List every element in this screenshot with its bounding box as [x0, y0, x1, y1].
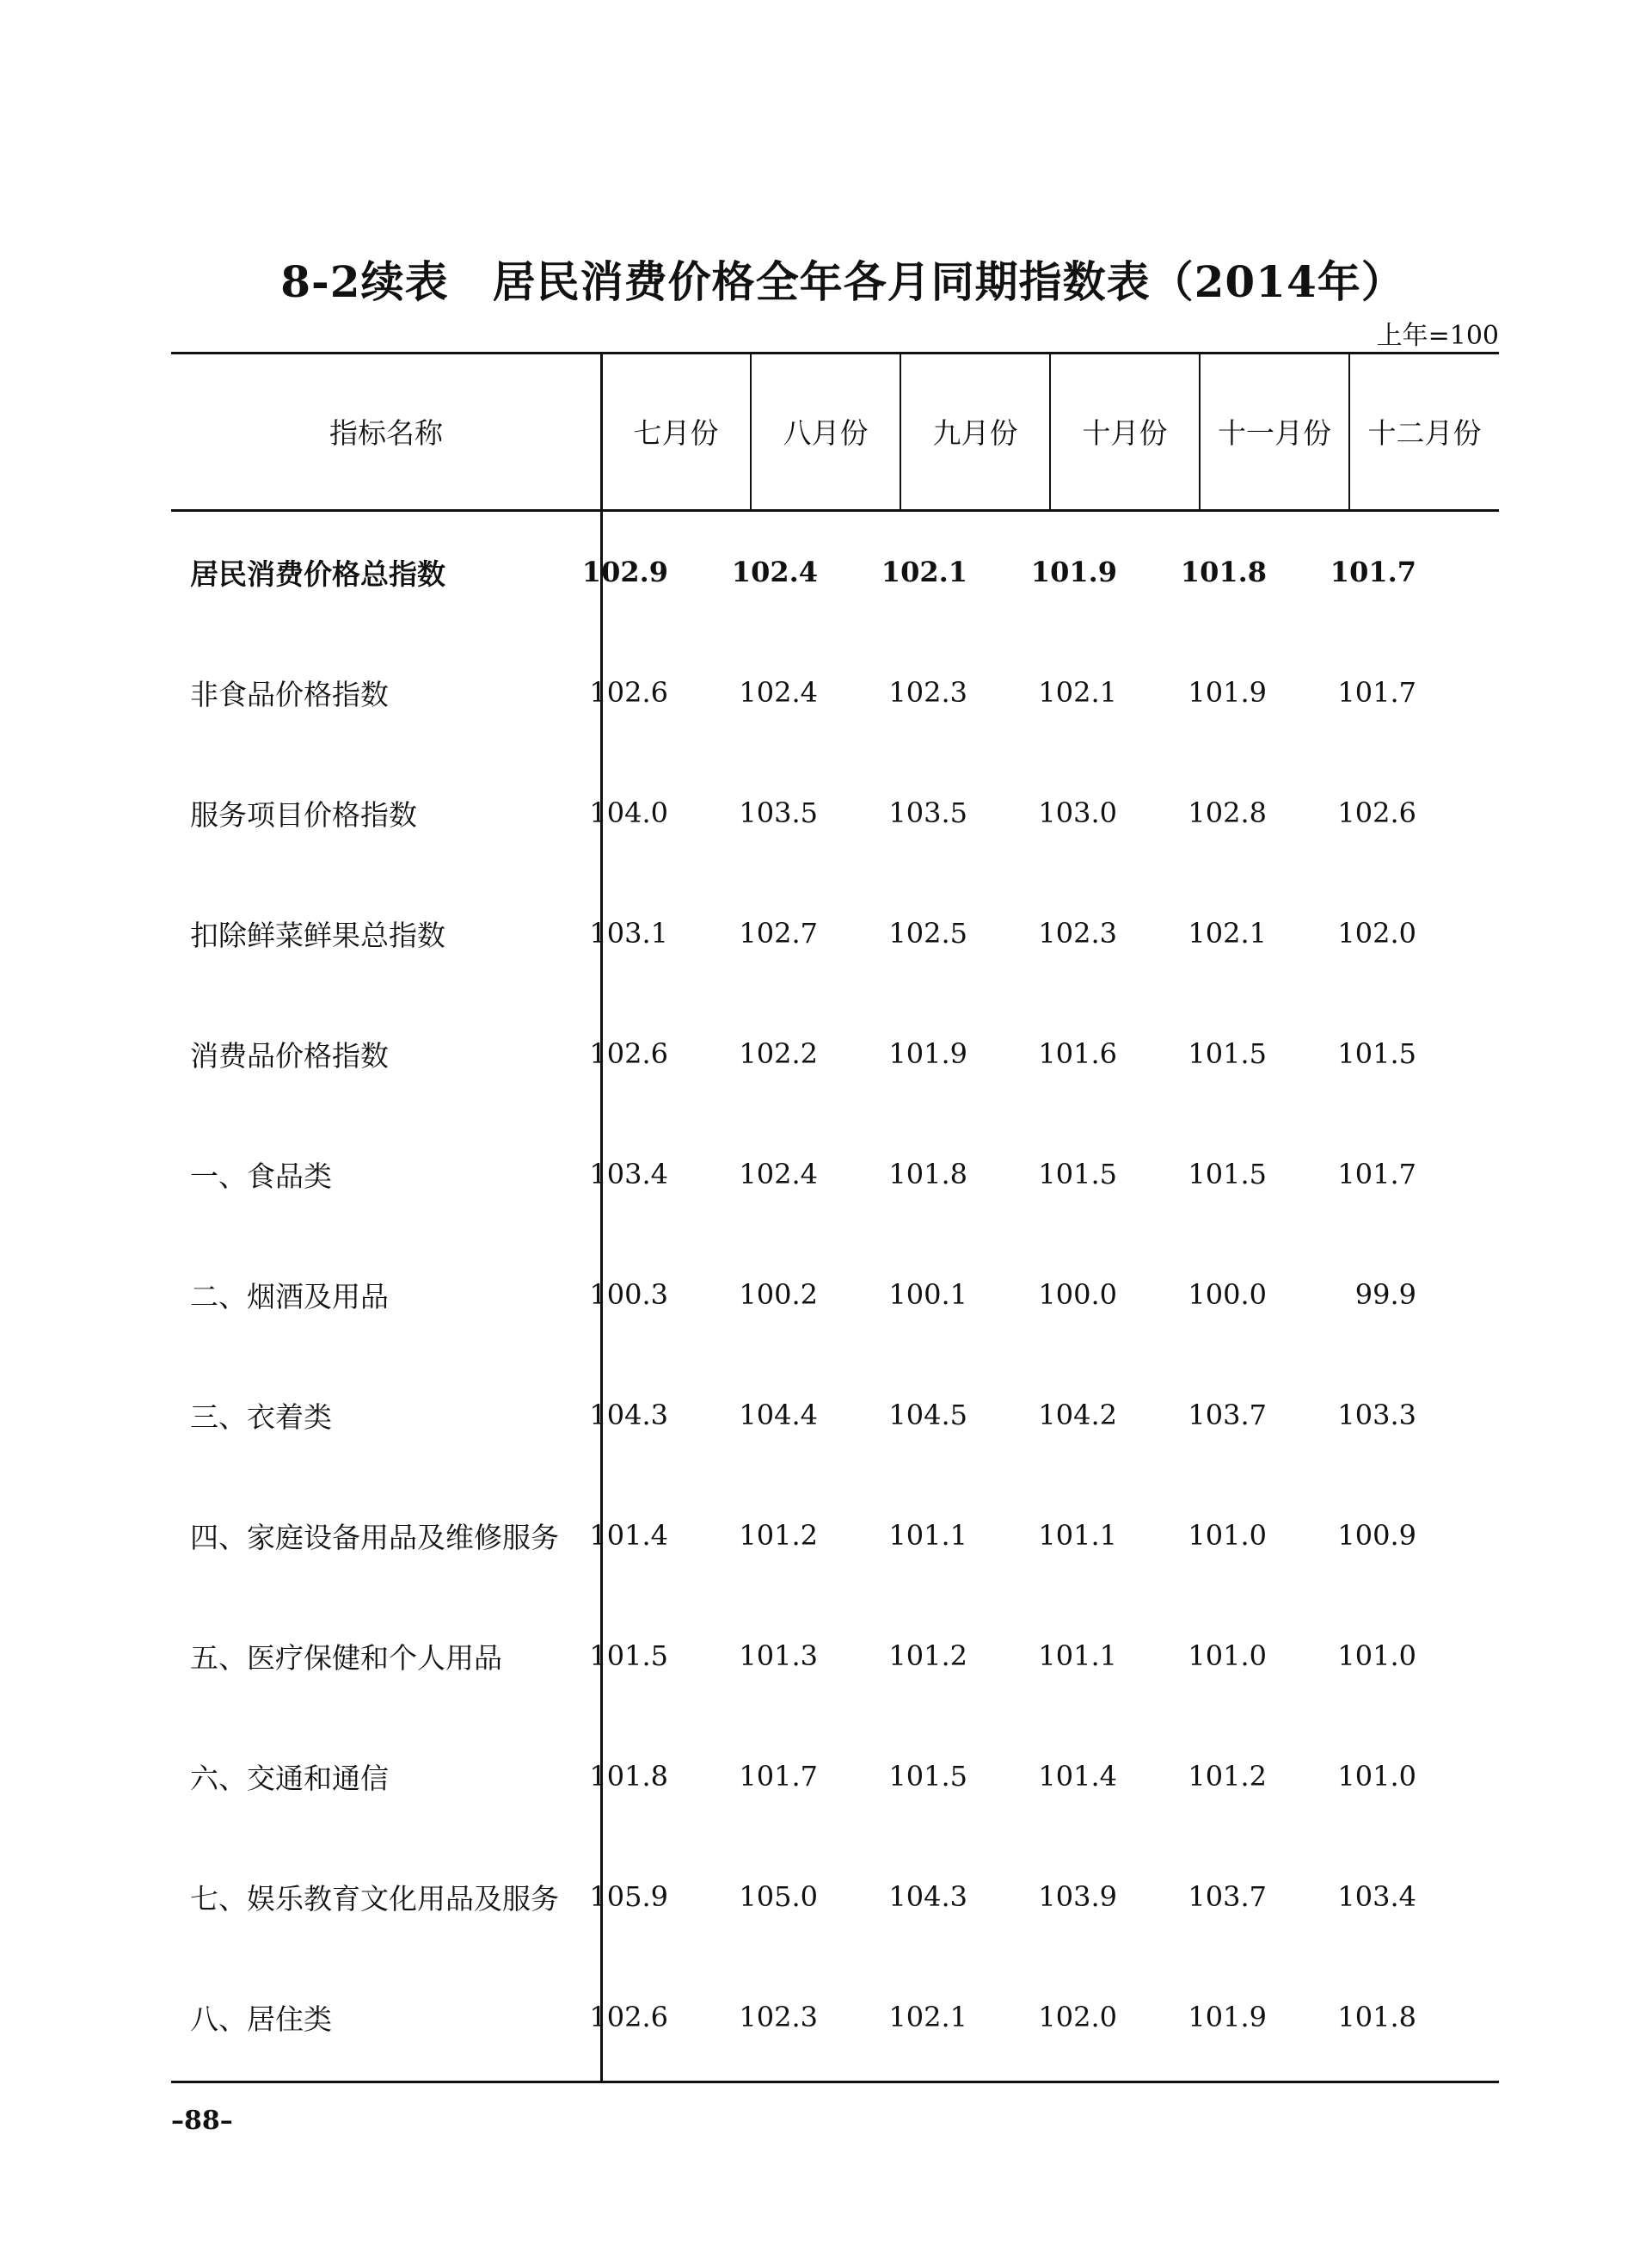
page-title: 8-2续表 居民消费价格全年各月同期指数表（2014年） [280, 256, 1405, 307]
row-value-cell: 101.9 [1188, 2001, 1267, 2033]
header-indicator-name: 指标名称 [329, 416, 443, 450]
row-value-cell: 99.9 [1354, 1278, 1416, 1311]
row-value-cell: 101.0 [1337, 1760, 1416, 1793]
row-value-cell: 102.1 [888, 2001, 967, 2033]
row-value-cell: 101.5 [1038, 1158, 1117, 1190]
row-value-cell: 102.3 [888, 676, 967, 709]
table-row [171, 1234, 1499, 1355]
row-value-cell: 100.1 [888, 1278, 967, 1311]
row-indicator-name: 五、医疗保健和个人用品 [190, 1640, 502, 1675]
row-value-cell: 101.0 [1337, 1639, 1416, 1672]
row-value-cell: 100.0 [1188, 1278, 1267, 1311]
row-value-cell: 102.6 [589, 2001, 668, 2033]
row-value-cell: 104.5 [888, 1399, 967, 1431]
row-value-cell: 101.8 [589, 1760, 668, 1793]
row-indicator-name: 一、食品类 [190, 1159, 332, 1193]
row-value-cell: 105.9 [589, 1880, 668, 1913]
row-value-cell: 100.0 [1038, 1278, 1117, 1311]
page-number: –88– [171, 2106, 233, 2136]
row-value-cell: 102.9 [581, 556, 668, 588]
row-value-cell: 105.0 [739, 1880, 818, 1913]
row-indicator-name: 四、家庭设备用品及维修服务 [190, 1520, 559, 1554]
row-indicator-name: 二、烟酒及用品 [190, 1279, 389, 1313]
row-value-cell: 101.1 [888, 1519, 967, 1552]
row-value-cell: 103.7 [1188, 1880, 1267, 1913]
row-value-cell: 102.2 [739, 1037, 818, 1070]
row-value-cell: 103.5 [888, 796, 967, 829]
row-value-cell: 101.5 [888, 1760, 967, 1793]
row-value-cell: 101.3 [739, 1639, 818, 1672]
row-value-cell: 101.0 [1188, 1519, 1267, 1552]
row-value-cell: 101.5 [589, 1639, 668, 1672]
row-value-cell: 103.0 [1038, 796, 1117, 829]
table-row [171, 632, 1499, 753]
row-value-cell: 102.5 [888, 917, 967, 950]
table-row [171, 993, 1499, 1114]
table-row [171, 753, 1499, 873]
row-value-cell: 102.4 [739, 676, 818, 709]
row-value-cell: 104.0 [589, 796, 668, 829]
table-row [171, 1716, 1499, 1836]
row-value-cell: 101.7 [1330, 556, 1416, 588]
row-value-cell: 102.6 [589, 676, 668, 709]
row-value-cell: 103.3 [1337, 1399, 1416, 1431]
row-value-cell: 101.7 [1337, 676, 1416, 709]
row-value-cell: 101.0 [1188, 1639, 1267, 1672]
row-value-cell: 103.5 [739, 796, 818, 829]
row-value-cell: 101.9 [1188, 676, 1267, 709]
header-month: 十月份 [1082, 416, 1168, 450]
header-month: 九月份 [932, 416, 1018, 450]
row-indicator-name: 八、居住类 [190, 2002, 332, 2036]
row-value-cell: 102.1 [1038, 676, 1117, 709]
row-value-cell: 101.8 [1180, 556, 1267, 588]
row-indicator-name: 三、衣着类 [190, 1399, 332, 1434]
row-value-cell: 101.2 [1188, 1760, 1267, 1793]
row-value-cell: 100.2 [739, 1278, 818, 1311]
row-value-cell: 101.5 [1188, 1158, 1267, 1190]
header-month: 七月份 [633, 416, 719, 450]
table-bottom-rule [171, 2081, 1499, 2083]
row-value-cell: 101.9 [1030, 556, 1117, 588]
row-value-cell: 102.8 [1188, 796, 1267, 829]
row-value-cell: 103.1 [589, 917, 668, 950]
row-indicator-name: 七、娱乐教育文化用品及服务 [190, 1881, 559, 1916]
row-indicator-name: 服务项目价格指数 [190, 797, 417, 832]
row-value-cell: 101.8 [888, 1158, 967, 1190]
row-indicator-name: 消费品价格指数 [190, 1038, 389, 1073]
row-value-cell: 101.4 [589, 1519, 668, 1552]
row-value-cell: 101.2 [888, 1639, 967, 1672]
row-value-cell: 102.6 [589, 1037, 668, 1070]
row-value-cell: 102.4 [731, 556, 818, 588]
row-value-cell: 101.1 [1038, 1639, 1117, 1672]
row-value-cell: 100.3 [589, 1278, 668, 1311]
row-indicator-name: 居民消费价格总指数 [190, 557, 445, 591]
row-value-cell: 101.1 [1038, 1519, 1117, 1552]
row-value-cell: 102.0 [1337, 917, 1416, 950]
header-month: 十一月份 [1218, 416, 1331, 450]
row-value-cell: 102.4 [739, 1158, 818, 1190]
row-value-cell: 101.4 [1038, 1760, 1117, 1793]
row-value-cell: 102.1 [881, 556, 967, 588]
row-value-cell: 101.6 [1038, 1037, 1117, 1070]
row-value-cell: 104.4 [739, 1399, 818, 1431]
table-row [171, 1114, 1499, 1234]
row-value-cell: 100.9 [1337, 1519, 1416, 1552]
row-value-cell: 101.5 [1188, 1037, 1267, 1070]
row-indicator-name: 非食品价格指数 [190, 677, 389, 711]
unit-note: 上年=100 [1376, 321, 1499, 351]
row-value-cell: 104.3 [888, 1880, 967, 1913]
table-row [171, 1957, 1499, 2077]
row-value-cell: 101.5 [1337, 1037, 1416, 1070]
row-value-cell: 101.7 [1337, 1158, 1416, 1190]
row-value-cell: 101.2 [739, 1519, 818, 1552]
row-value-cell: 101.9 [888, 1037, 967, 1070]
row-value-cell: 103.4 [589, 1158, 668, 1190]
row-value-cell: 102.3 [1038, 917, 1117, 950]
header-month: 十二月份 [1367, 416, 1482, 450]
row-value-cell: 102.0 [1038, 2001, 1117, 2033]
row-indicator-name: 六、交通和通信 [190, 1761, 389, 1795]
table-row [171, 873, 1499, 993]
row-value-cell: 102.1 [1188, 917, 1267, 950]
row-value-cell: 103.4 [1337, 1880, 1416, 1913]
row-value-cell: 101.8 [1337, 2001, 1416, 2033]
row-indicator-name: 扣除鲜菜鲜果总指数 [190, 918, 445, 952]
table-row [171, 1836, 1499, 1957]
table-row [171, 1355, 1499, 1475]
table-row [171, 1596, 1499, 1716]
table-row [171, 512, 1499, 632]
row-value-cell: 102.6 [1337, 796, 1416, 829]
header-month: 八月份 [783, 416, 869, 450]
row-value-cell: 101.7 [739, 1760, 818, 1793]
row-value-cell: 102.7 [739, 917, 818, 950]
row-value-cell: 103.7 [1188, 1399, 1267, 1431]
row-value-cell: 102.3 [739, 2001, 818, 2033]
row-value-cell: 104.2 [1038, 1399, 1117, 1431]
table-row [171, 1475, 1499, 1596]
row-value-cell: 103.9 [1038, 1880, 1117, 1913]
row-value-cell: 104.3 [589, 1399, 668, 1431]
